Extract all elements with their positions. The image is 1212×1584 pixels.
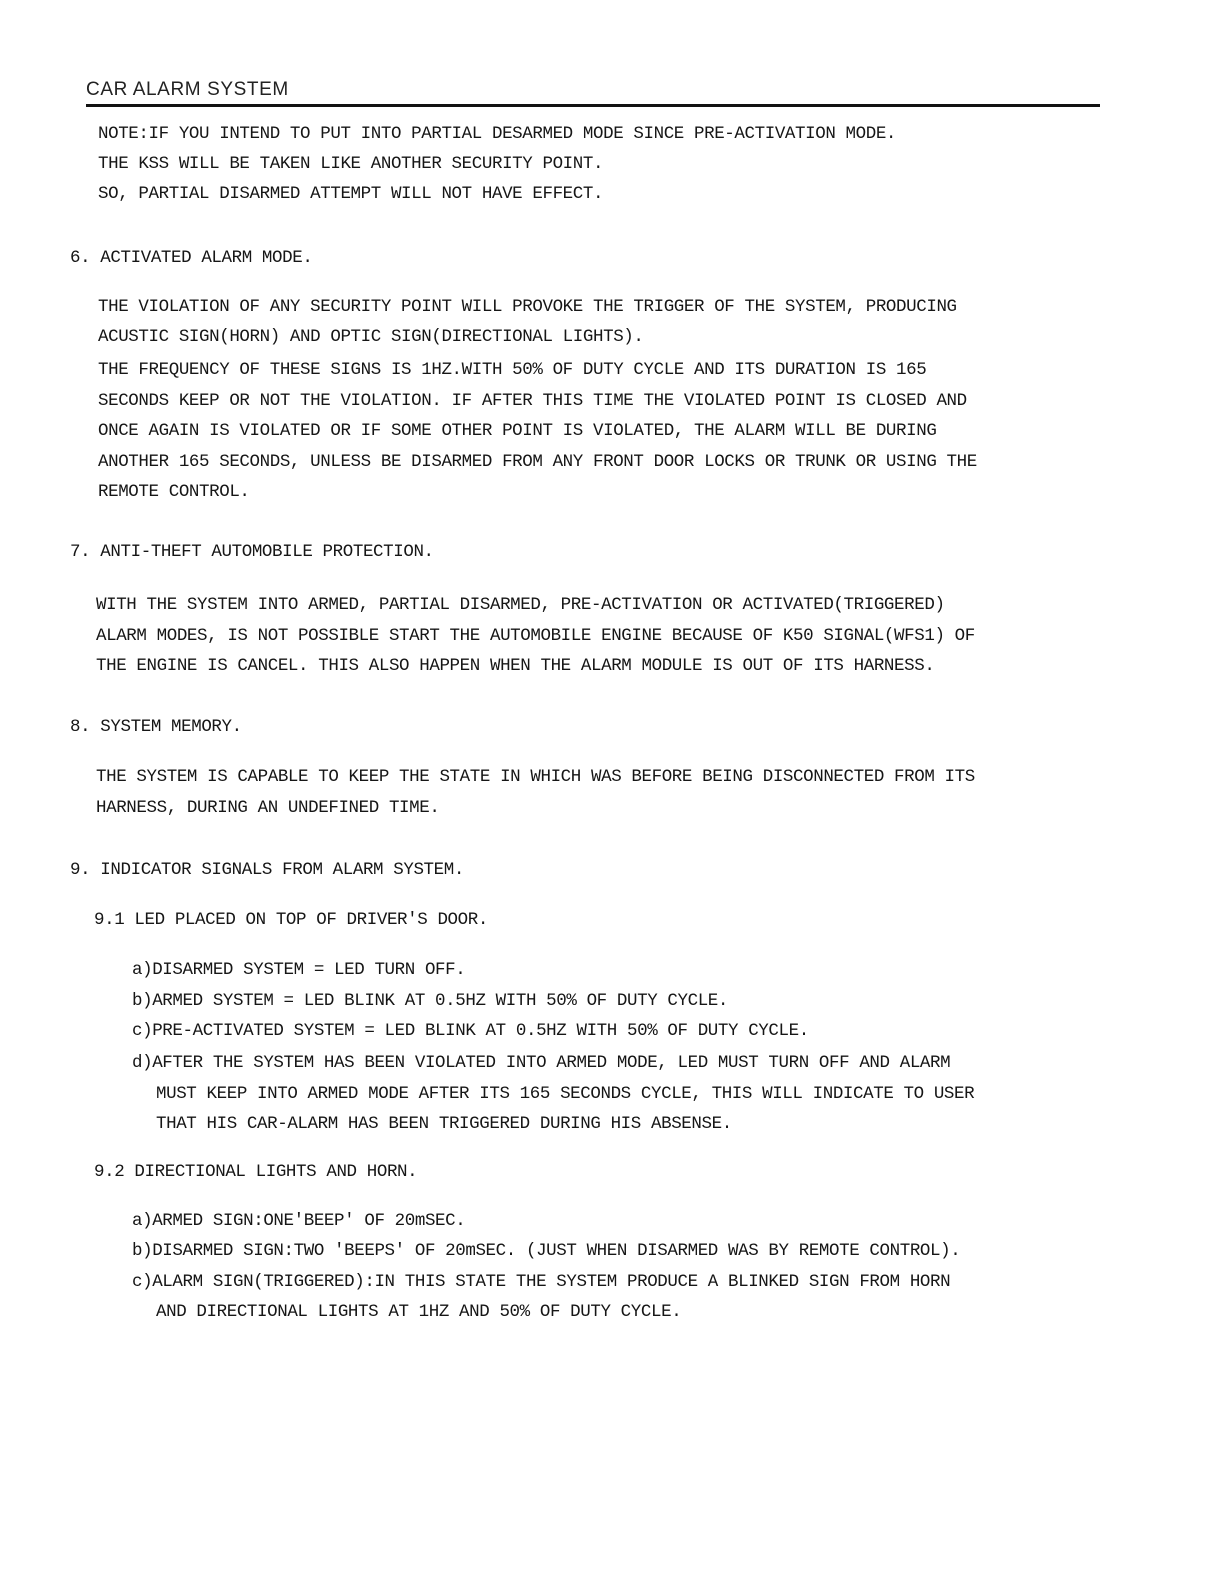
- list-item: a)ARMED SIGN:ONE'BEEP' OF 20mSEC.: [132, 1211, 466, 1231]
- section-heading: 9. INDICATOR SIGNALS FROM ALARM SYSTEM.: [70, 860, 464, 880]
- section-heading: 6. ACTIVATED ALARM MODE.: [70, 248, 313, 268]
- paragraph-line: SECONDS KEEP OR NOT THE VIOLATION. IF AFTER THIS TIME THE VIOLATED POINT IS CLOSED AND: [98, 391, 967, 411]
- paragraph-line: THE FREQUENCY OF THESE SIGNS IS 1HZ.WITH 50% OF DUTY CYCLE AND ITS DURATION IS 165: [98, 360, 927, 380]
- list-item-continuation: THAT HIS CAR-ALARM HAS BEEN TRIGGERED DURING HIS ABSENSE.: [156, 1114, 732, 1134]
- subsection-heading: 9.2 DIRECTIONAL LIGHTS AND HORN.: [94, 1162, 418, 1182]
- paragraph-line: REMOTE CONTROL.: [98, 482, 250, 502]
- list-item-continuation: AND DIRECTIONAL LIGHTS AT 1HZ AND 50% OF DUTY CYCLE.: [156, 1302, 682, 1322]
- paragraph-line: ALARM MODES, IS NOT POSSIBLE START THE AUTOMOBILE ENGINE BECAUSE OF K50 SIGNAL(WFS1) OF: [96, 626, 975, 646]
- list-item-continuation: MUST KEEP INTO ARMED MODE AFTER ITS 165 SECONDS CYCLE, THIS WILL INDICATE TO USER: [156, 1084, 975, 1104]
- list-item: d)AFTER THE SYSTEM HAS BEEN VIOLATED INTO ARMED MODE, LED MUST TURN OFF AND ALARM: [132, 1053, 951, 1073]
- section-heading: 7. ANTI-THEFT AUTOMOBILE PROTECTION.: [70, 542, 434, 562]
- page-header-title: CAR ALARM SYSTEM: [86, 79, 289, 100]
- paragraph-line: WITH THE SYSTEM INTO ARMED, PARTIAL DISARMED, PRE-ACTIVATION OR ACTIVATED(TRIGGERED): [96, 595, 945, 615]
- list-item: c)PRE-ACTIVATED SYSTEM = LED BLINK AT 0.5HZ WITH 50% OF DUTY CYCLE.: [132, 1021, 809, 1041]
- paragraph-line: ANOTHER 165 SECONDS, UNLESS BE DISARMED FROM ANY FRONT DOOR LOCKS OR TRUNK OR USING THE: [98, 452, 977, 472]
- list-item: c)ALARM SIGN(TRIGGERED):IN THIS STATE THE SYSTEM PRODUCE A BLINKED SIGN FROM HORN: [132, 1272, 951, 1292]
- list-item: b)DISARMED SIGN:TWO 'BEEPS' OF 20mSEC. (JUST WHEN DISARMED WAS BY REMOTE CONTROL).: [132, 1241, 961, 1261]
- subsection-heading: 9.1 LED PLACED ON TOP OF DRIVER'S DOOR.: [94, 910, 488, 930]
- paragraph-line: ACUSTIC SIGN(HORN) AND OPTIC SIGN(DIRECTIONAL LIGHTS).: [98, 327, 644, 347]
- paragraph-line: THE VIOLATION OF ANY SECURITY POINT WILL PROVOKE THE TRIGGER OF THE SYSTEM, PRODUCING: [98, 297, 957, 317]
- list-item: a)DISARMED SYSTEM = LED TURN OFF.: [132, 960, 466, 980]
- paragraph-line: THE SYSTEM IS CAPABLE TO KEEP THE STATE IN WHICH WAS BEFORE BEING DISCONNECTED FROM ITS: [96, 767, 975, 787]
- note-line: THE KSS WILL BE TAKEN LIKE ANOTHER SECURITY POINT.: [98, 154, 604, 174]
- paragraph-line: THE ENGINE IS CANCEL. THIS ALSO HAPPEN WHEN THE ALARM MODULE IS OUT OF ITS HARNESS.: [96, 656, 935, 676]
- paragraph-line: HARNESS, DURING AN UNDEFINED TIME.: [96, 798, 440, 818]
- note-line: SO, PARTIAL DISARMED ATTEMPT WILL NOT HAVE EFFECT.: [98, 184, 604, 204]
- paragraph-line: ONCE AGAIN IS VIOLATED OR IF SOME OTHER POINT IS VIOLATED, THE ALARM WILL BE DURING: [98, 421, 937, 441]
- list-item: b)ARMED SYSTEM = LED BLINK AT 0.5HZ WITH 50% OF DUTY CYCLE.: [132, 991, 729, 1011]
- section-heading: 8. SYSTEM MEMORY.: [70, 717, 242, 737]
- note-line: NOTE:IF YOU INTEND TO PUT INTO PARTIAL DESARMED MODE SINCE PRE-ACTIVATION MODE.: [98, 124, 897, 144]
